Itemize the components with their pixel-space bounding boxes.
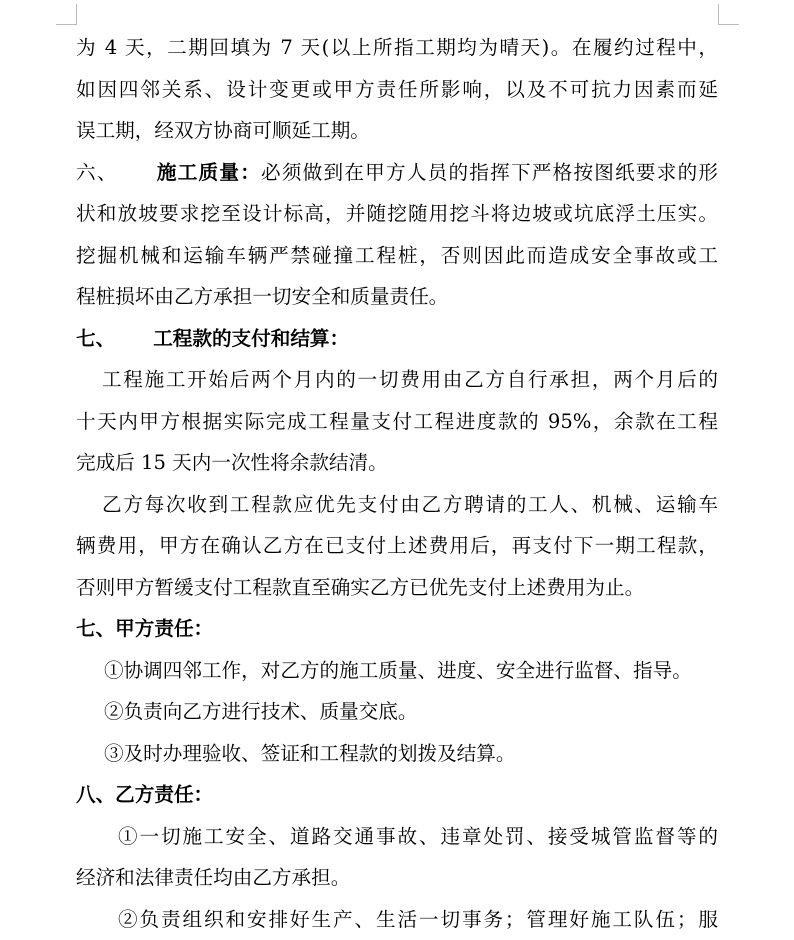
paragraph-line: 辆费用，甲方在确认乙方在已支付上述费用后，再支付下一期工程款， (76, 525, 718, 567)
margin-corner-mark-top-left (56, 4, 77, 25)
section-heading-party-a: 七、甲方责任： (76, 608, 718, 650)
list-item: ②负责向乙方进行技术、质量交底。 (76, 691, 718, 733)
paragraph-line: 工程施工开始后两个月内的一切费用由乙方自行承担，两个月后的 (76, 359, 718, 401)
section-number: 六、 (76, 161, 118, 184)
paragraph-line: 如因四邻关系、设计变更或甲方责任所影响，以及不可抗力因素而延 (76, 69, 718, 111)
section-title: 施工质量： (156, 161, 261, 184)
margin-corner-mark-top-right (718, 4, 739, 25)
section-seven-heading (76, 318, 718, 360)
paragraph-line: 程桩损坏由乙方承担一切安全和质量责任。 (76, 276, 718, 318)
paragraph-line: 完成后 15 天内一次性将余款结清。 (76, 442, 718, 484)
list-item: ①一切施工安全、道路交通事故、违章处罚、接受城管监督等的 (76, 816, 718, 858)
paragraph-line: 状和放坡要求挖至设计标高，并随挖随用挖斗将边坡或坑底浮土压实。 (76, 193, 718, 235)
section-text: 必须做到在甲方人员的指挥下严格按图纸要求的形 (261, 161, 718, 184)
section-heading-party-b: 八、乙方责任： (76, 774, 718, 816)
list-item: ①协调四邻工作，对乙方的施工质量、进度、安全进行监督、指导。 (76, 650, 718, 692)
section-six-line (76, 152, 718, 194)
list-item: ③及时办理验收、签证和工程款的划拨及结算。 (76, 733, 718, 775)
paragraph-line: 经济和法律责任均由乙方承担。 (76, 857, 718, 899)
section-number: 七、 (76, 327, 115, 350)
paragraph-line: 为 4 天，二期回填为 7 天(以上所指工期均为晴天)。在履约过程中， (76, 27, 718, 69)
section-title: 工程款的支付和结算： (153, 327, 349, 350)
paragraph-line: 乙方每次收到工程款应优先支付由乙方聘请的工人、机械、运输车 (76, 484, 718, 526)
paragraph-line: 否则甲方暂缓支付工程款直至确实乙方已优先支付上述费用为止。 (76, 567, 718, 609)
paragraph-line: 挖掘机械和运输车辆严禁碰撞工程桩，否则因此而造成安全事故或工 (76, 235, 718, 277)
list-item: ②负责组织和安排好生产、生活一切事务；管理好施工队伍；服 (76, 899, 718, 940)
paragraph-line: 十天内甲方根据实际完成工程量支付工程进度款的 95%，余款在工程 (76, 401, 718, 443)
paragraph-line: 误工期，经双方协商可顺延工期。 (76, 110, 718, 152)
document-body[interactable] (76, 27, 718, 940)
